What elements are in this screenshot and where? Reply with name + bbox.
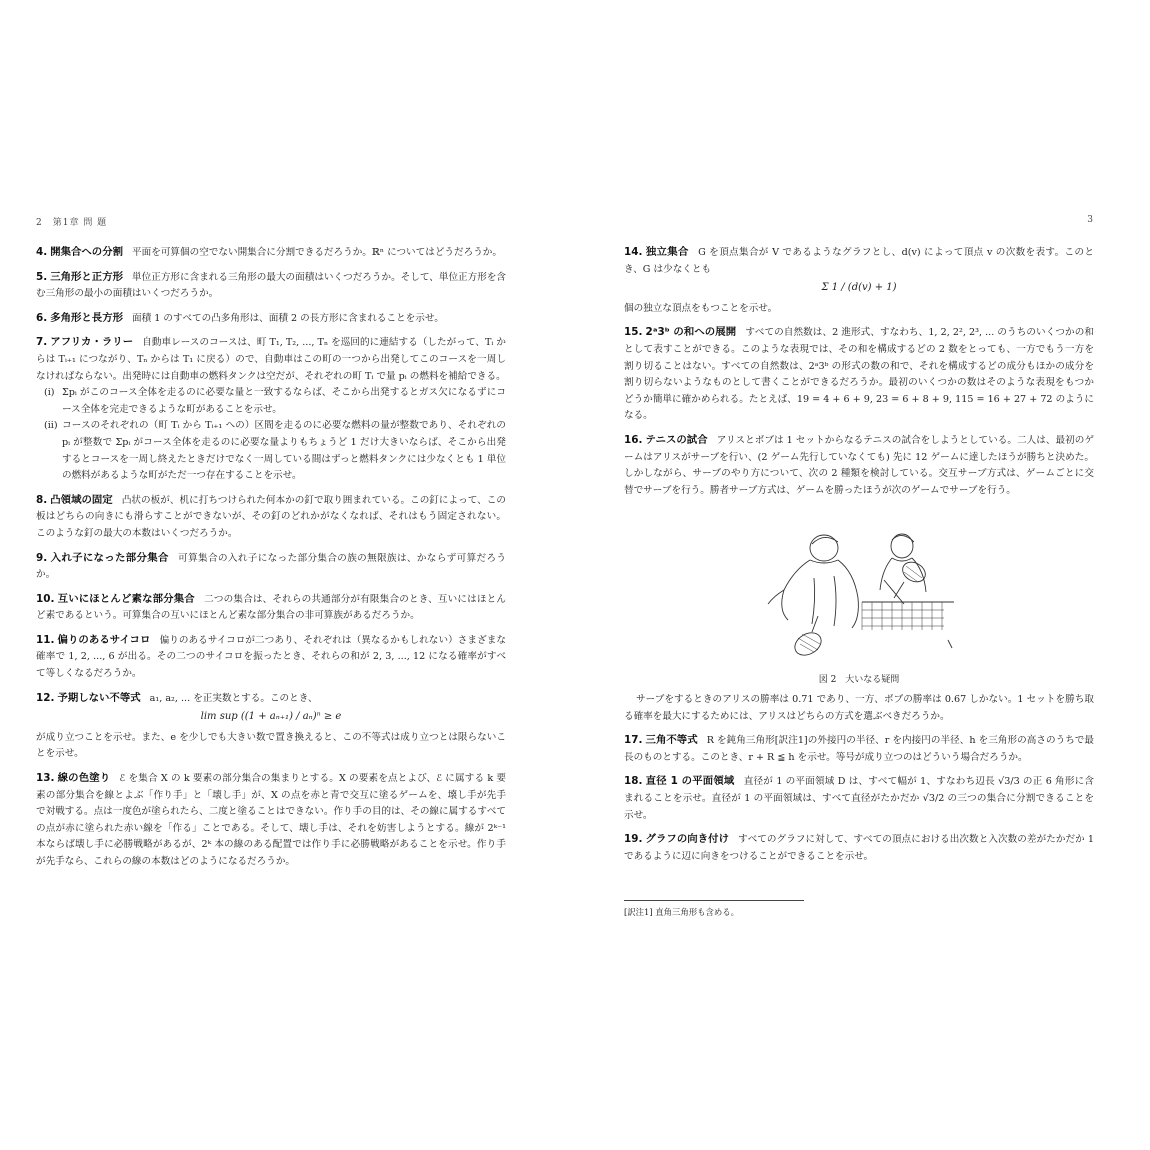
problem-13 — [36, 770, 506, 871]
problem-8 — [36, 492, 506, 543]
problem-5 — [36, 269, 506, 303]
subitem-text: Σpᵢ がこのコース全体を走るのに必要な量と一致するならば、そこから出発するとガス欠になるずにコース全体を完走できるような町があることを示せ。 — [62, 387, 506, 415]
problem-text: 凸状の板が、机に打ちつけられた何本かの釘で取り囲まれている。この釘によって、この板はどちらの向きにも滑らすことができないが、その釘のどれかがなくなれば、それはもう固定されない。このような釘の最大の本数はいくつだろうか。 — [36, 494, 506, 539]
problem-number: 14. — [624, 246, 643, 258]
problem-14 — [624, 244, 1094, 317]
display-formula: lim sup ((1 + aₙ₊₁) / aₙ)ⁿ ≥ e — [200, 711, 342, 723]
problem-4 — [36, 244, 506, 262]
problem-number: 4. — [36, 246, 48, 258]
problem-number: 16. — [624, 433, 643, 446]
problem-title: 2ᵃ3ᵇ の和への展開 — [645, 326, 737, 339]
problem-7-subitem-ii — [36, 418, 506, 484]
problem-text: G を頂点集合が V であるようなグラフとし、d(v) によって頂点 v の次数を表す。このとき、G は少なくとも — [624, 247, 1094, 275]
problem-text: すべての自然数は、2 進形式、すなわち、1, 2, 2², 2³, ... のうちのいくつかの和として表すことができる。このような表現では、その和を構成するどの 2 数をとっても、一方でもう一方を割り切ることはない。すべての自然数は、2ᵃ3ᵇ の形式の数の和で、それを構成するどの成分もほかの成分を割り切らないようなものとして書くことができるだろうか。最初のいくつかの数はそのような表現をもつかどうか簡単に確かめられる。たとえば、19 = 4 + 6 + 9, 23 = 6 + 8 + 9, 115 = 16 + 27 + 72 のようになる。 — [624, 327, 1094, 422]
problem-text: アリスとボブは 1 セットからなるテニスの試合をしようとしている。二人は、最初のゲームはアリスがサーブを行い、(2 ゲーム先行していなくても) 先に 12 ゲームに達したほうが勝ちと決めた。しかしながら、サーブのやり方について、次の 2 種類を検討している。交互サーブ方式は、ゲームごとに交替でサーブを行う。勝者サーブ方式は、ゲームを勝ったほうが次のゲームでサーブを行う。 — [624, 434, 1094, 496]
problem-title: テニスの試合 — [645, 433, 708, 446]
problem-text: 二つの集合は、それらの共通部分が有限集合のとき、互いにはほとんど素であるという。可算集合の互いにほとんど素な部分集合の非可算族があるだろうか。 — [36, 593, 506, 622]
problem-number: 6. — [36, 311, 48, 324]
problem-title: アフリカ・ラリー — [50, 336, 134, 349]
problem-text: 可算集合の入れ子になった部分集合の族の無限族は、かならず可算だろうか。 — [36, 552, 506, 581]
problem-title: 線の色塗り — [57, 772, 111, 785]
problem-title: 予期しない不等式 — [57, 691, 141, 704]
problem-19 — [624, 831, 1094, 865]
problem-text: 偏りのあるサイコロが二つあり、それぞれは（異なるかもしれない）さまざまな確率で 1, 2, ..., 6 が出る。その二つのサイコロを振ったとき、それらの和が 2, 3, ..., 12 になる確率がすべて等しくなるだろうか。 — [36, 634, 506, 680]
problem-number: 17. — [624, 734, 643, 747]
problem-number: 12. — [36, 691, 55, 704]
problem-title: グラフの向き付け — [645, 833, 730, 846]
problem-text-after: が成り立つことを示せ。また、e を少しでも大きい数で置き換えると、この不等式は成り立つとは限らないことを示せ。 — [36, 731, 506, 760]
subitem-text: コースのそれぞれの（町 Tᵢ から Tᵢ₊₁ への）区間を走るのに必要な燃料の量が整数であり、それぞれの pᵢ が整数で Σpᵢ がコース全体を走るのに必要な量よりもちょうど 1 だけ大きいならば、そこから出発するとコースを一周し終えたときだけでなく一周している間はずっと燃料タンクには少なくとも 1 単位の燃料があるような町がただ一つ存在することを示せ。 — [62, 420, 506, 482]
problem-number: 18. — [624, 775, 643, 788]
problem-number: 15. — [624, 326, 643, 339]
problem-text: 面積 1 のすべての凸多角形は、面積 2 の長方形に含まれることを示せ。 — [132, 312, 444, 324]
problem-number: 9. — [36, 551, 48, 564]
figure-caption: 図 2 大いなる疑問 — [818, 675, 900, 685]
problem-text-after: 個の独立な頂点をもつことを示せ。 — [624, 302, 778, 314]
problem-7 — [36, 334, 506, 484]
problem-title: 三角形と正方形 — [50, 270, 123, 283]
problem-number: 10. — [36, 592, 55, 605]
problem-text: ℰ を集合 X の k 要素の部分集合の集まりとする。X の要素を点とよび、ℰ に属する k 要素の部分集合を線とよぶ「作り手」と「壊し手」が、X の点を赤と青で交互に塗るゲームを、壊し手が先手で対戦する。点は一度色が塗られたら、二度と塗ることはできない。作り手の目的は、その線に属するすべての点が赤に塗られた赤い線を「作る」ことである。そして、壊し手は、それを妨害しようとする。線が 2ᵏ⁻¹ 本ならば壊し手に必勝戦略があるが、2ᵏ 本の線のある配置では作り手に必勝戦略があることを示せ。作り手が先手なら、これらの線の本数はどのようになるだろうか。 — [36, 773, 507, 867]
subitem-tag: (ii) — [44, 420, 58, 432]
problem-7-subitem-i — [36, 385, 506, 418]
problem-title: 偏りのあるサイコロ — [57, 633, 151, 646]
right-page — [624, 0, 1094, 1150]
problem-15 — [624, 324, 1094, 425]
problem-text: すべてのグラフに対して、すべての頂点における出次数と入次数の差がたかだか 1 であるように辺に向きをつけることができることを示せ。 — [624, 834, 1094, 862]
problem-number: 11. — [36, 633, 55, 646]
problem-title: 互いにほとんど素な部分集合 — [57, 592, 195, 605]
subitem-tag: (i) — [44, 387, 55, 399]
right-problem-list — [624, 244, 1094, 506]
footnote: [訳注1] 直角三角形も含める。 — [624, 907, 740, 917]
problem-title: 独立集合 — [645, 246, 689, 258]
problem-title: 凸領域の固定 — [50, 493, 113, 506]
problem-number: 8. — [36, 493, 48, 506]
problem-16 — [624, 432, 1094, 499]
right-problem-list-lower — [624, 692, 1094, 872]
problem-title: 直径 1 の平面領域 — [645, 775, 735, 788]
problem-number: 5. — [36, 270, 48, 283]
problem-6 — [36, 310, 506, 328]
problem-number: 7. — [36, 336, 48, 349]
tennis-players-illustration — [754, 520, 964, 660]
problem-text: 直径が 1 の平面領域 D は、すべて幅が 1、すなわち辺長 √3/3 の正 6 角形に含まれることを示せ。直径が 1 の平面領域は、すべて直径がたかだか √3/2 の三つの集合に分割できることを示せ。 — [624, 776, 1094, 821]
problem-title: 開集合への分割 — [50, 246, 123, 258]
left-page-header: 2 第1章 問 題 — [36, 218, 108, 228]
problem-text: a₁, a₂, ... を正実数とする。このとき、 — [149, 692, 318, 704]
problem-number: 13. — [36, 772, 55, 785]
problem-text: R を鈍角三角形[訳注1]の外接円の半径、r を内接円の半径、h を三角形の高さのうちで最長のものとする。このとき、r + R ≦ h を示せ。等号が成り立つのはどういう場合だろうか。 — [624, 735, 1095, 763]
problem-title: 多角形と長方形 — [50, 311, 123, 324]
problem-17 — [624, 732, 1094, 766]
problem-text: 単位正方形に含まれる三角形の最大の面積はいくつだろうか。そして、単位正方形を含む三角形の最小の面積はいくつだろうか。 — [36, 271, 507, 300]
left-page — [36, 0, 506, 1150]
problem-title: 入れ子になった部分集合 — [50, 551, 169, 564]
problem-11 — [36, 632, 506, 683]
problem-title: 三角不等式 — [645, 734, 698, 747]
right-page-number: 3 — [1087, 215, 1094, 225]
display-formula: Σ 1 / (d(v) + 1) — [821, 282, 897, 294]
problem-number: 19. — [624, 833, 643, 846]
problem-text: 平面を可算個の空でない開集合に分割できるだろうか。ℝⁿ についてはどうだろうか。 — [132, 247, 502, 258]
figure-paragraph: サーブをするときのアリスの勝率は 0.71 であり、一方、ボブの勝率は 0.67 しかない。1 セットを勝ち取る確率を最大にするためには、アリスはどちらの方式を選ぶべきだろうか。 — [624, 694, 1094, 722]
problem-text: 自動車レースのコースは、町 T₁, T₂, ..., Tₙ を巡回的に連結する（したがって、Tᵢ からは Tᵢ₊₁ につながり、Tₙ からは T₁ に戻る）ので、自動車はこの町の一つから出発してこのコースを一周しなければならない。出発時には自動車の燃料タンクは空だが、それぞれの町 Tᵢ で量 pᵢ の燃料を補給できる。 — [36, 337, 507, 382]
problem-12 — [36, 690, 506, 763]
footnote-divider — [624, 900, 804, 901]
left-problem-list — [36, 244, 506, 878]
problem-18 — [624, 773, 1094, 824]
problem-10 — [36, 591, 506, 625]
problem-9 — [36, 550, 506, 584]
